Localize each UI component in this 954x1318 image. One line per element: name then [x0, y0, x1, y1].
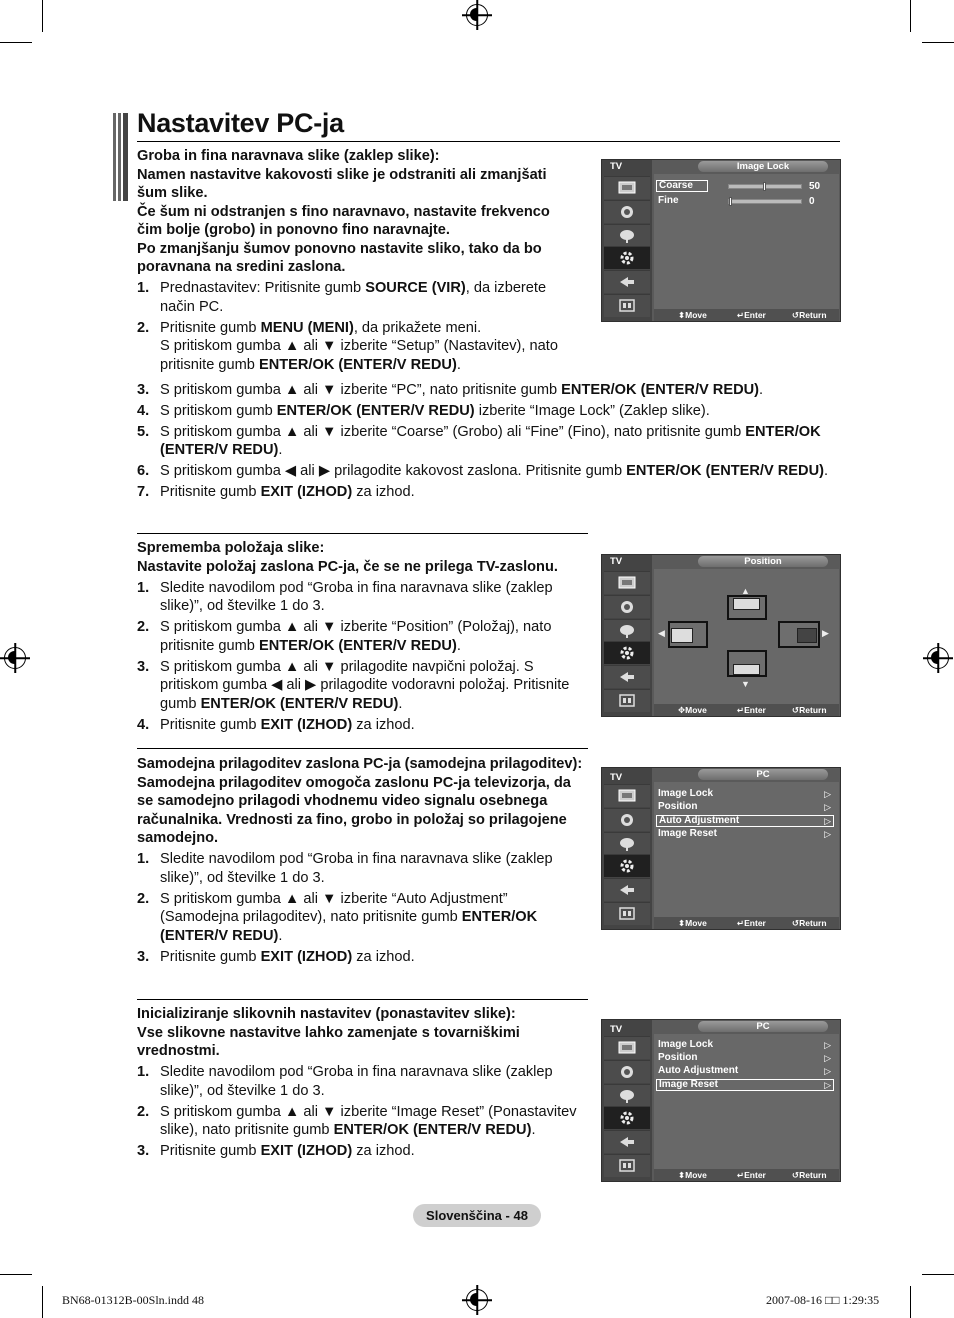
osd-channel-icon — [604, 224, 650, 247]
osd-menu-item-image-lock[interactable]: Image Lock — [658, 788, 714, 799]
osd-item-arrow-icon: ▷ — [824, 1066, 831, 1076]
arrow-left-icon[interactable]: ◀ — [658, 628, 665, 638]
osd-item-arrow-icon: ▷ — [824, 1080, 831, 1090]
osd-pc-auto-adjust-screen — [601, 767, 841, 930]
step: 1. Sledite navodilom pod “Groba in fina naravnava slike (zaklep slike)”, od številke 1 do 3. — [137, 1064, 553, 1099]
osd-enter-hint: ↵ Enter — [737, 705, 766, 715]
crop-mark — [42, 0, 43, 32]
osd-menu-tab: PC — [698, 769, 828, 780]
steps-list — [137, 850, 585, 966]
section-image-lock-cont — [137, 378, 840, 502]
section-image-reset — [137, 1005, 587, 1161]
osd-input-icon — [604, 878, 650, 901]
osd-move-hint: ⬍ Move — [678, 918, 707, 928]
crop-mark — [42, 1286, 43, 1318]
section-auto-adjustment — [137, 755, 585, 966]
position-up-box[interactable] — [727, 595, 767, 620]
osd-tv-label: TV — [610, 161, 623, 172]
osd-menu-item-auto-adjustment[interactable]: Auto Adjustment — [658, 1065, 739, 1076]
osd-content-panel — [654, 782, 839, 917]
crop-mark — [922, 42, 954, 43]
step: 1. Prednastavitev: Pritisnite gumb SOURCE (VIR), da izberete način PC. — [137, 280, 547, 315]
osd-move-hint: ⬍ Move — [678, 1170, 707, 1180]
osd-menu-item-image-lock[interactable]: Image Lock — [658, 1039, 714, 1050]
step: 2. Pritisnite gumb MENU (MENI), da prikažete meni. S pritiskom gumba ▲ ali ▼ izberite “Setup” (Nastavitev), nato pritisnite gumb ENTER/OK (ENTER/V REDU). — [137, 319, 558, 373]
osd-channel-icon — [604, 1084, 650, 1107]
section-heading: Groba in fina naravnava slike (zaklep slike): — [137, 148, 440, 164]
osd-slider-knob[interactable] — [763, 182, 766, 191]
osd-item-arrow-icon: ▷ — [824, 829, 831, 839]
osd-image-lock-screen — [601, 159, 841, 322]
position-down-box[interactable] — [727, 650, 767, 677]
section-heading: Samodejna prilagoditev zaslona PC-ja (samodejna prilagoditev): — [137, 756, 583, 772]
arrow-down-icon[interactable]: ▼ — [741, 679, 750, 689]
osd-menu-tab: PC — [698, 1021, 828, 1032]
osd-fine-item[interactable]: Fine — [658, 195, 679, 206]
osd-sound-icon — [604, 200, 650, 223]
section-intro: Vse slikovne nastavitve lahko zamenjate s tovarniškimi vrednostmi. — [137, 1024, 520, 1059]
osd-menu-item-position[interactable]: Position — [658, 801, 698, 812]
page-title: Nastavitev PC-ja — [137, 108, 344, 138]
osd-tv-label: TV — [610, 556, 623, 567]
position-left-box[interactable] — [668, 621, 708, 648]
osd-coarse-item[interactable]: Coarse — [656, 180, 708, 192]
osd-footer — [654, 917, 839, 929]
osd-digital-icon — [604, 294, 650, 317]
osd-return-hint: ↺ Return — [792, 310, 827, 320]
section-heading: Sprememba položaja slike: — [137, 540, 325, 556]
osd-enter-hint: ↵ Enter — [737, 310, 766, 320]
title-decoration — [113, 113, 129, 201]
steps-list — [137, 279, 577, 374]
crop-mark — [0, 42, 32, 43]
osd-content-panel — [654, 569, 839, 704]
osd-footer — [654, 1169, 839, 1181]
osd-digital-icon — [604, 1154, 650, 1177]
arrow-right-icon[interactable]: ▶ — [822, 628, 829, 638]
position-right-box[interactable] — [778, 621, 820, 648]
osd-slider-knob[interactable] — [729, 197, 732, 206]
osd-picture-icon — [604, 571, 650, 594]
registration-mark-icon — [466, 1289, 488, 1311]
osd-item-arrow-icon: ▷ — [824, 816, 831, 826]
step: 2. S pritiskom gumba ▲ ali ▼ izberite “Position” (Položaj), nato pritisnite gumb ENTER/OK (ENTER/V REDU). — [137, 619, 552, 654]
osd-input-icon — [604, 665, 650, 688]
arrow-up-icon[interactable]: ▲ — [741, 586, 750, 596]
steps-list — [137, 1063, 587, 1161]
osd-input-icon — [604, 270, 650, 293]
osd-content-panel — [654, 174, 839, 309]
osd-move-hint: ✥ Move — [678, 705, 707, 715]
osd-footer — [654, 309, 839, 321]
osd-coarse-slider[interactable] — [728, 184, 802, 189]
print-date-slug: 2007-08-16 □□ 1:29:35 — [766, 1293, 880, 1307]
osd-digital-icon — [604, 902, 650, 925]
osd-menu-item-auto-adjustment[interactable]: Auto Adjustment — [656, 815, 834, 827]
osd-footer — [654, 704, 839, 716]
osd-menu-tab: Image Lock — [698, 161, 828, 172]
osd-setup-icon — [604, 1106, 650, 1129]
osd-input-icon — [604, 1130, 650, 1153]
crop-mark — [922, 1274, 954, 1275]
step: 5. S pritiskom gumba ▲ ali ▼ izberite “Coarse” (Grobo) ali “Fine” (Fino), nato pritisnite gumb ENTER/OK (ENTER/V REDU). — [137, 423, 821, 458]
section-divider — [137, 533, 588, 534]
osd-picture-icon — [604, 176, 650, 199]
crop-mark — [910, 0, 911, 32]
osd-content-panel — [654, 1034, 839, 1169]
registration-mark-icon — [927, 647, 949, 669]
steps-list — [137, 381, 840, 502]
registration-mark-icon — [466, 4, 488, 26]
osd-item-arrow-icon: ▷ — [824, 1040, 831, 1050]
osd-picture-icon — [604, 784, 650, 807]
step: 3. Pritisnite gumb EXIT (IZHOD) za izhod. — [137, 1143, 415, 1159]
osd-menu-item-position[interactable]: Position — [658, 1052, 698, 1063]
osd-menu-item-image-reset[interactable]: Image Reset — [656, 1079, 834, 1091]
osd-setup-icon — [604, 641, 650, 664]
step: 1. Sledite navodilom pod “Groba in fina naravnava slike (zaklep slike)”, od številke 1 do 3. — [137, 851, 553, 886]
file-slug: BN68-01312B-00Sln.indd 48 — [62, 1293, 205, 1307]
crop-mark — [0, 1274, 32, 1275]
osd-item-arrow-icon: ▷ — [824, 802, 831, 812]
step: 4. Pritisnite gumb EXIT (IZHOD) za izhod. — [137, 716, 415, 733]
osd-tv-label: TV — [610, 772, 623, 783]
osd-tv-label: TV — [610, 1024, 623, 1035]
osd-menu-item-image-reset[interactable]: Image Reset — [658, 828, 717, 839]
section-intro: Samodejna prilagoditev omogoča zaslonu PC-ja televizorja, da se samodejno prilagodi vhodnemu video signalu osebnega računalnika. Vrednosti za fino, grobo in položaj so prilagojene samodejno. — [137, 774, 571, 846]
section-intro: Nastavite položaj zaslona PC-ja, če se ne prilega TV-zaslonu. — [137, 558, 558, 575]
osd-return-hint: ↺ Return — [792, 705, 827, 715]
osd-move-hint: ⬍ Move — [678, 310, 707, 320]
osd-setup-icon — [604, 246, 650, 269]
osd-setup-icon — [604, 854, 650, 877]
osd-sound-icon — [604, 808, 650, 831]
osd-position-screen — [601, 554, 841, 717]
section-heading: Inicializiranje slikovnih nastavitev (ponastavitev slike): — [137, 1006, 516, 1022]
osd-sound-icon — [604, 595, 650, 618]
osd-enter-hint: ↵ Enter — [737, 1170, 766, 1180]
section-divider — [137, 748, 588, 749]
page-number-badge: Slovenščina - 48 — [413, 1204, 541, 1227]
step: 3. S pritiskom gumba ▲ ali ▼ izberite “PC”, nato pritisnite gumb ENTER/OK (ENTER/V REDU). — [137, 381, 764, 398]
osd-enter-hint: ↵ Enter — [737, 918, 766, 928]
osd-item-arrow-icon: ▷ — [824, 1053, 831, 1063]
step: 2. S pritiskom gumba ▲ ali ▼ izberite “Image Reset” (Ponastavitev slike), nato pritisnite gumb ENTER/OK (ENTER/V REDU). — [137, 1103, 577, 1138]
section-intro: Če šum ni odstranjen s fino naravnavo, nastavite frekvenco čim bolje (grobo) in ponovno fino naravnajte. — [137, 203, 550, 238]
osd-picture-icon — [604, 1036, 650, 1059]
osd-return-hint: ↺ Return — [792, 918, 827, 928]
section-divider — [137, 999, 588, 1000]
step: 3. Pritisnite gumb EXIT (IZHOD) za izhod. — [137, 948, 415, 965]
osd-channel-icon — [604, 619, 650, 642]
osd-fine-slider[interactable] — [728, 199, 802, 204]
section-image-lock — [137, 147, 577, 374]
step: 7. Pritisnite gumb EXIT (IZHOD) za izhod. — [137, 484, 415, 500]
section-intro: Namen nastavitve kakovosti slike je odstraniti ali zmanjšati šum slike. — [137, 166, 547, 201]
osd-digital-icon — [604, 689, 650, 712]
steps-list — [137, 579, 585, 735]
title-rule — [137, 141, 840, 142]
osd-coarse-value: 50 — [809, 181, 821, 192]
step: 4. S pritiskom gumb ENTER/OK (ENTER/V REDU) izberite “Image Lock” (Zaklep slike). — [137, 402, 710, 419]
registration-mark-icon — [4, 647, 26, 669]
osd-menu-tab: Position — [698, 556, 828, 567]
osd-fine-value: 0 — [809, 196, 815, 207]
osd-channel-icon — [604, 832, 650, 855]
osd-sound-icon — [604, 1060, 650, 1083]
step: 2. S pritiskom gumba ▲ ali ▼ izberite “Auto Adjustment” (Samodejna prilagoditev), nato pritisnite gumb ENTER/OK (ENTER/V REDU). — [137, 890, 538, 944]
step: 1. Sledite navodilom pod “Groba in fina naravnava slike (zaklep slike)”, od številke 1 do 3. — [137, 579, 553, 614]
crop-mark — [910, 1286, 911, 1318]
step: 3. S pritiskom gumba ▲ ali ▼ prilagodite navpični položaj. S pritiskom gumba ◀ ali ▶ prilagodite vodoravni položaj. Pritisnite gumb ENTER/OK (ENTER/V REDU). — [137, 658, 570, 712]
osd-return-hint: ↺ Return — [792, 1170, 827, 1180]
osd-item-arrow-icon: ▷ — [824, 789, 831, 799]
section-intro: Po zmanjšanju šumov ponovno nastavite sliko, tako da bo poravnana na sredini zaslona. — [137, 240, 542, 275]
section-position — [137, 539, 585, 734]
step: 6. S pritiskom gumba ◀ ali ▶ prilagodite kakovost zaslona. Pritisnite gumb ENTER/OK (ENTER/V REDU). — [137, 463, 829, 479]
osd-pc-image-reset-screen — [601, 1019, 841, 1182]
